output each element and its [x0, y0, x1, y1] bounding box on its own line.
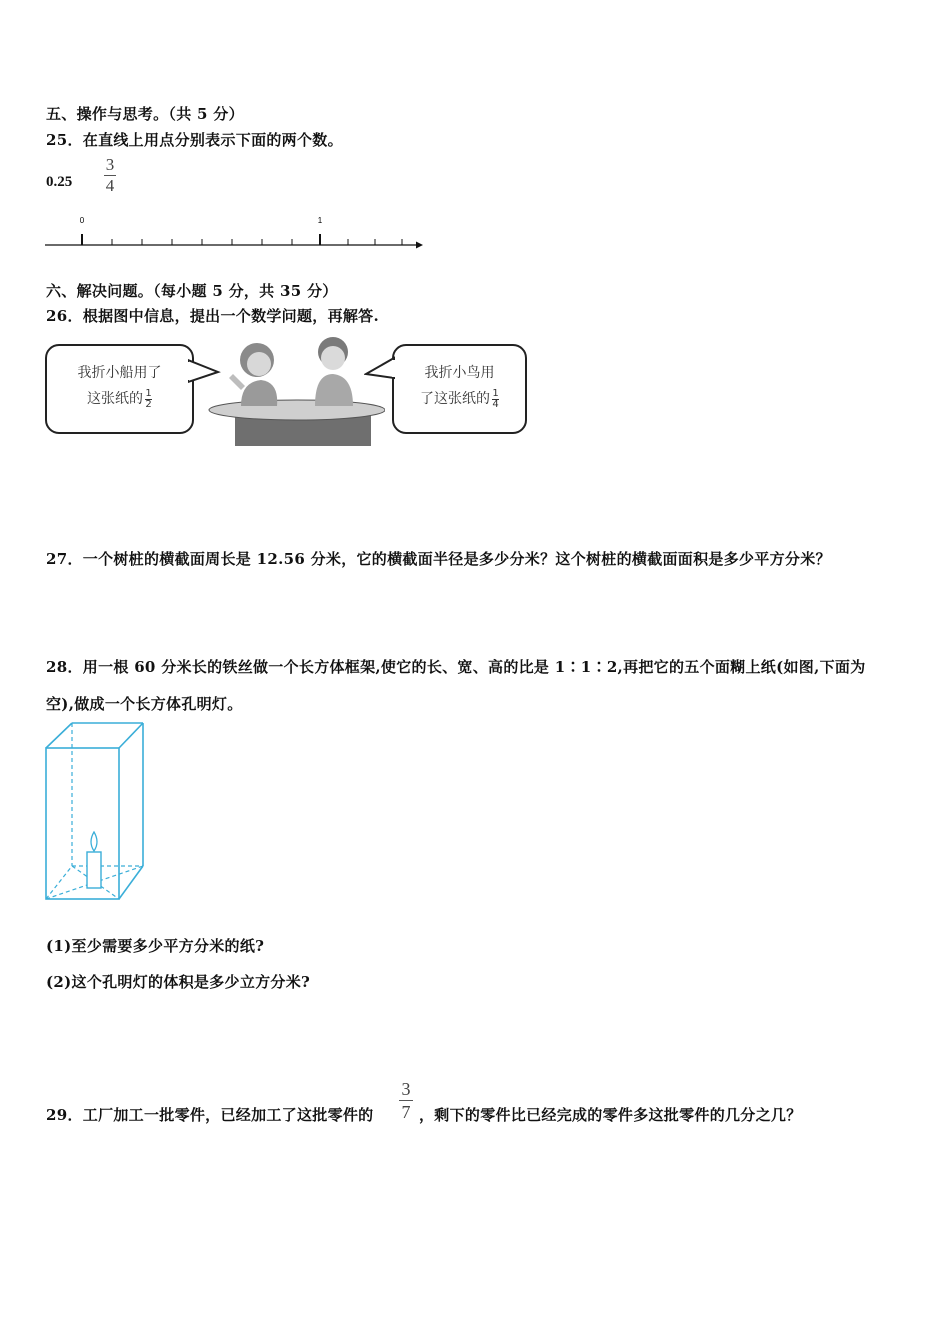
number-decimal: 0.25	[46, 174, 73, 190]
question-29-text-after: ，剩下的零件比已经完成的零件多这批零件的几分之几？	[419, 1106, 802, 1124]
boy-body	[315, 374, 353, 406]
speech-bubble-right	[392, 344, 527, 434]
lantern-cuboid-figure	[42, 720, 148, 902]
question-28-sub2: (2)这个孔明灯的体积是多少立方分米?	[46, 973, 311, 991]
question-28-line1: 28．用一根 60 分米长的铁丝做一个长方体框架,使它的长、宽、高的比是 1∶1∶2,再把它的五个面糊上纸(如图,下面为	[46, 658, 866, 676]
candle-flame	[91, 832, 97, 851]
girl-body	[241, 380, 277, 406]
hidden-edge	[46, 866, 72, 899]
girl-face	[247, 352, 271, 376]
question-28-sub1: (1)至少需要多少平方分米的纸?	[46, 937, 265, 955]
question-25: 25．在直线上用点分别表示下面的两个数。	[46, 131, 343, 149]
bubble-left-fraction: $\frac{1}{2}$	[145, 387, 152, 410]
girl-arm	[229, 374, 245, 390]
speech-bubble-left	[45, 344, 194, 434]
question-26: 26．根据图中信息，提出一个数学问题，再解答.	[46, 307, 379, 325]
boy-face	[321, 346, 345, 370]
fraction-numerator: 3	[105, 155, 115, 174]
fraction-denominator: 7	[401, 1102, 411, 1122]
fraction-denominator: 4	[105, 176, 115, 195]
tick-label-1: 1	[317, 216, 323, 225]
table-top	[209, 400, 385, 420]
fraction-three-sevenths	[399, 1079, 413, 1122]
candle-body	[87, 852, 101, 888]
tick-label-0: 0	[79, 216, 85, 225]
question-27: 27．一个树桩的横截面周长是 12.56 分米，它的横截面半径是多少分米？这个树桩的横截面面积是多少平方分米？	[46, 550, 831, 568]
fraction-three-quarters	[104, 156, 116, 195]
fraction-numerator: 3	[401, 1079, 411, 1099]
bubble-right-line2: 了这张纸的 $\frac{1}{4}$	[420, 387, 499, 410]
bubble-right-line1: 我折小鸟用	[424, 365, 495, 381]
number-line	[40, 210, 430, 256]
bubble-left-line1: 我折小船用了	[77, 365, 162, 381]
section-5-title: 五、操作与思考。（共 5 分）	[46, 105, 244, 123]
bubble-left-line2: 这张纸的 $\frac{1}{2}$	[87, 387, 152, 410]
cuboid-front-face	[46, 748, 119, 899]
bubble-right-fraction: $\frac{1}{4}$	[492, 387, 499, 410]
section-6-title: 六、解决问题。（每小题 5 分，共 35 分）	[46, 282, 338, 300]
number-line-arrow	[416, 242, 423, 249]
question-28-line2: 空),做成一个长方体孔明灯。	[46, 695, 243, 713]
children-illustration	[205, 334, 385, 446]
question-29-text-before: 29．工厂加工一批零件，已经加工了这批零件的	[46, 1106, 374, 1124]
